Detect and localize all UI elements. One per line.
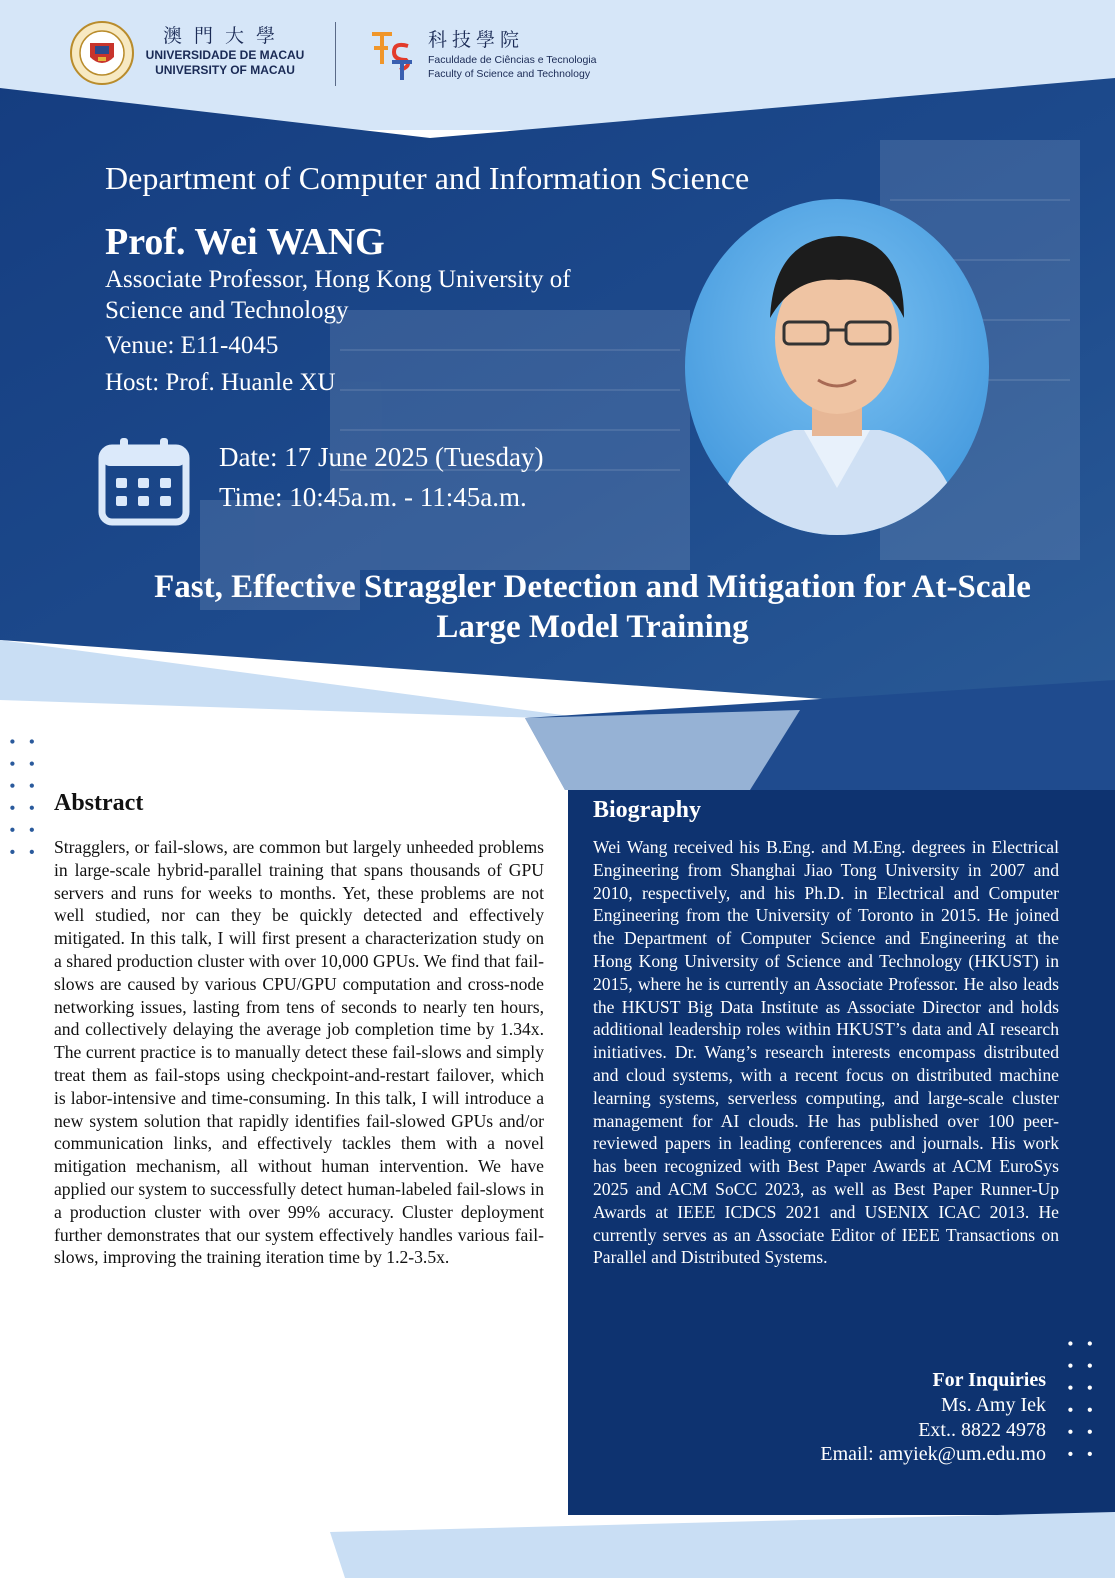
talk-title: Fast, Effective Straggler Detection and Mitigation for At-Scale Large Model Training <box>154 569 1031 645</box>
department-name: Department of Computer and Information Science <box>105 160 750 196</box>
university-name <box>145 24 305 78</box>
biography-heading: Biography <box>593 797 702 823</box>
venue-text: Venue: E11-4045 <box>105 332 279 359</box>
university-name-portuguese: UNIVERSIDADE DE MACAU <box>145 48 305 62</box>
dot-grid-right <box>1066 1330 1096 1470</box>
speaker-name: Prof. Wei WANG <box>105 221 385 263</box>
abstract-heading: Abstract <box>54 790 144 816</box>
contact-name: Ms. Amy Iek <box>941 1394 1046 1416</box>
dot-grid-left <box>8 728 38 868</box>
calendar-icon <box>98 436 190 526</box>
contact-email[interactable]: Email: amyiek@um.edu.mo <box>820 1443 1046 1465</box>
speaker-affiliation: Associate Professor, Hong Kong University of Science and Technology <box>105 266 571 324</box>
faculty-name-portuguese: Faculdade de Ciências e Tecnologia <box>428 54 597 66</box>
biography-text: Wei Wang received his B.Eng. and M.Eng. degrees in Electrical Engineering from Shanghai Jiao Tong University in 2007 and 2010, respectively, and his Ph.D. in Electrical and Computer Engineering from the University of Toronto in 2015. He joined the Department of Computer Science and Engineering at the Hong Kong University of Science and Technology (HKUST) in 2015, where he is currently an Associate Professor. He also leads the HKUST Big Data Institute as Associate Director and holds additional leadership roles within HKUST’s data and AI research initiatives. Dr. Wang’s research interests encompass distributed and cloud systems, with a recent focus on distributed machine learning systems, serverless computing, and large-scale cluster management for AI clouds. He has published over 100 peer-reviewed papers in leading conferences and journals. His work has been recognized with Best Paper Awards at ACM EuroSys 2025 and ACM SoCC 2023, as well as Best Paper Runner-Up Awards at IEEE ICDCS 2021 and USENIX ICAC 2013. He currently serves as an Associate Editor of IEEE Transactions on Parallel and Distributed Systems. <box>593 837 1059 1268</box>
university-name-chinese: 澳門大學 <box>162 25 287 47</box>
event-date: Date: 17 June 2025 (Tuesday) <box>219 442 544 472</box>
faculty-name-chinese: 科技學院 <box>428 29 525 51</box>
university-seal-icon <box>70 21 134 85</box>
header-divider <box>335 22 336 86</box>
university-name-english: UNIVERSITY OF MACAU <box>155 63 295 77</box>
host-text: Host: Prof. Huanle XU <box>105 369 336 396</box>
contact-extension: Ext.. 8822 4978 <box>918 1419 1046 1441</box>
faculty-name-english: Faculty of Science and Technology <box>428 68 591 80</box>
abstract-text: Stragglers, or fail-slows, are common but largely unheeded problems in large-scale hybrid-parallel training that spans thousands of GPU servers and runs for weeks to months. Yet, these problems are not well studied, nor can they be quickly detected and effectively mitigated. In this talk, I will first present a characterization study on a shared production cluster with over 10,000 GPUs. We find that fail-slows are caused by various CPU/GPU computation and cross-node networking issues, lasting from tens of seconds to nearly ten hours, and collectively delaying the average job completion time by 1.34x. The current practice is to manually detect these fail-slows and simply treat them as fail-stops using checkpoint-and-restart failover, which is labor-intensive and time-consuming. In this talk, I will introduce a new system solution that rapidly identifies fail-slowed GPUs and/or communication links, and effectively tackles them with a novel mitigation mechanism, all without human intervention. We have applied our system to successfully detect human-labeled fail-slows in a production cluster with over 99% accuracy. Cluster deployment further demonstrates that our system effectively handles various fail-slows, improving the training iteration time by 1.2-3.5x. <box>54 837 544 1268</box>
event-time: Time: 10:45a.m. - 11:45a.m. <box>219 482 527 512</box>
faculty-name <box>428 27 597 81</box>
fst-logo-icon <box>368 30 412 82</box>
inquiries-heading: For Inquiries <box>932 1369 1046 1391</box>
speaker-photo <box>684 198 990 536</box>
